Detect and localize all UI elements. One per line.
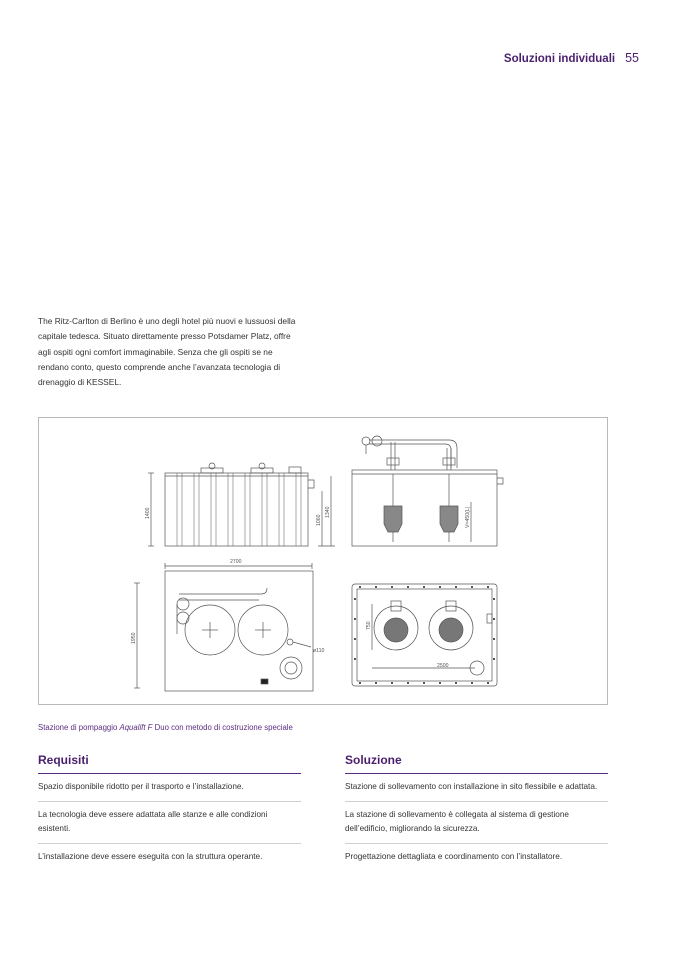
list-item: Spazio disponibile ridotto per il trasporto e l’installazione. <box>38 774 301 802</box>
page-header <box>504 51 639 65</box>
technical-drawing <box>38 417 608 705</box>
list-item: La tecnologia deve essere adattata alle stanze e alle condizioni esistenti. <box>38 802 301 844</box>
dim-height-left: 1400 <box>145 507 151 519</box>
caption-prefix: Stazione di pompaggio <box>38 723 120 732</box>
technical-drawing-svg <box>39 418 609 706</box>
soluzione-list <box>345 774 608 870</box>
soluzione-column <box>345 753 608 870</box>
dim-inner-2: 1340 <box>325 506 331 518</box>
dim-plan2-width: 2500 <box>437 663 449 669</box>
flanged-plan <box>352 584 497 686</box>
list-item: L’installazione deve essere eseguita con la struttura operante. <box>38 851 263 861</box>
figure-caption <box>38 723 293 732</box>
dim-width-top: 2700 <box>230 559 242 565</box>
dim-inner-1: 1060 <box>316 514 322 526</box>
list-item: Stazione di sollevamento con installazione in sito flessibile e adattata. <box>345 774 608 802</box>
dim-level: V=450(L) <box>465 506 471 528</box>
intro-paragraph: The Ritz-Carlton di Berlino è uno degli hotel più nuovi e lussuosi della capitale tedesca. Situato direttamente presso Potsdamer Platz, offre agli ospiti ogni comfort immaginabile. Senza che gli ospiti se ne rendano conto, questo comprende anche l’avanzata tecnologia di drenaggio di KESSEL. <box>38 316 296 388</box>
dim-plan-height: 1950 <box>131 632 137 644</box>
plan-view <box>131 559 325 691</box>
list-item: Progettazione dettagliata e coordinamento con l’installatore. <box>345 851 563 861</box>
requisiti-list <box>38 774 301 870</box>
caption-product: Aqualift F <box>119 723 153 732</box>
page-number: 55 <box>625 51 639 65</box>
soluzione-title: Soluzione <box>345 753 608 774</box>
front-section <box>352 436 503 546</box>
dim-pipe: ø110 <box>313 648 325 654</box>
section-title: Soluzioni individuali <box>503 53 616 65</box>
dim-plan2-height: 750 <box>366 621 372 630</box>
requisiti-title: Requisiti <box>38 753 301 774</box>
caption-suffix: Duo con metodo di costruzione speciale <box>152 723 293 732</box>
list-item: La stazione di sollevamento è collegata al sistema di gestione dell’edificio, migliorando la sicurezza. <box>345 802 608 844</box>
requisiti-column <box>38 753 301 870</box>
side-elevation <box>145 463 335 546</box>
